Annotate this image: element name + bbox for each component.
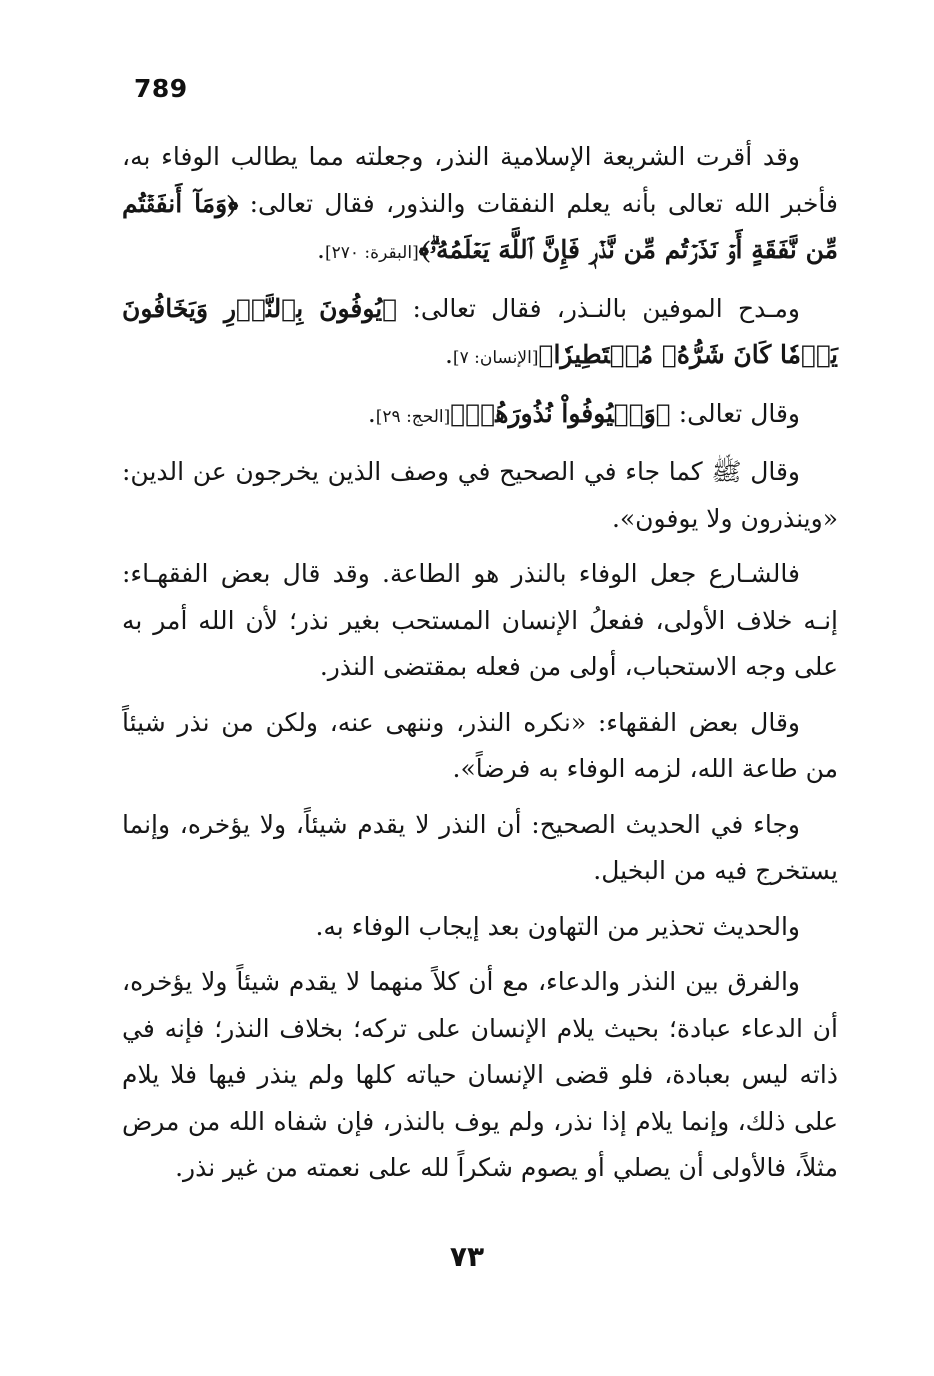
paragraph-p1 xyxy=(122,134,838,277)
quran-verse: ﴿وَمَآ أَنفَقۡتُم مِّن نَّفَقَةٍ أَوۡ نَذَرۡتُم مِّن نَّذۡرٖ فَإِنَّ ٱللَّهَ يَعۡلَمُهُۥۗ﴾ xyxy=(122,188,838,264)
paragraph-text: فالشـارع جعل الوفاء بالنذر هو الطاعة. وقد قال بعض الفقهـاء: إنـه خلاف الأولى، ففعلُ الإنسان المستحب بغير نذر؛ لأن الله أمر به على وجه الاستحباب، أولى من فعله بمقتضى النذر. xyxy=(122,559,838,681)
paragraph-text: ومـدح الموفين بالنـذر، فقال تعالى: xyxy=(397,293,800,323)
body-text xyxy=(122,134,838,1201)
verse-reference: [الحج: ٢٩] xyxy=(375,406,451,427)
paragraph-text: . xyxy=(317,235,325,264)
paragraph-text: وجاء في الحديث الصحيح: أن النذر لا يقدم شيئاً، ولا يؤخره، وإنما يستخرج فيه من البخيل. xyxy=(122,809,838,885)
paragraph-p8 xyxy=(122,904,838,951)
page-number: ٧٣ xyxy=(449,1240,485,1273)
quran-verse: ﴿وَلۡيُوفُواْ نُذُورَهُمۡ﴾ xyxy=(450,398,671,428)
paragraph-text: والحديث تحذير من التهاون بعد إيجاب الوفاء به. xyxy=(315,911,800,941)
quran-verse: ﴿يُوفُونَ بِٱلنَّذۡرِ وَيَخَافُونَ يَوۡمٗا كَانَ شَرُّهُۥ مُسۡتَطِيرٗا﴾ xyxy=(122,293,838,369)
verse-reference: [البقرة: ٢٧٠] xyxy=(324,243,419,263)
verse-reference: [الإنسان: ٧] xyxy=(452,348,539,368)
paragraph-text: والفرق بين النذر والدعاء، مع أن كلاً منهما لا يقدم شيئاً ولا يؤخره، أن الدعاء عبادة؛ بحيث يلام الإنسان على تركه؛ بخلاف النذر؛ فإنه في ذاته ليس بعبادة، فلو قضى الإنسان حياته كلها ولم ينذر فيها فلا يلام على ذلك، وإنما يلام إذا نذر، ولم يوف بالنذر، فإن شفاه الله من مرض مثلاً، فالأولى أن يصلي أو يصوم شكراً لله على نعمته من غير نذر. xyxy=(122,967,838,1182)
paragraph-text: وقال ﷺ كما جاء في الصحيح في وصف الذين يخرجون عن الدين: «وينذرون ولا يوفون». xyxy=(122,457,838,533)
paragraph-p7 xyxy=(122,802,838,895)
paragraph-text: وقال تعالى: xyxy=(670,398,800,428)
paragraph-p4 xyxy=(122,449,838,542)
paragraph-p9 xyxy=(122,959,838,1192)
paragraph-p3 xyxy=(122,391,838,441)
paragraph-text: وقد أقرت الشريعة الإسلامية النذر، وجعلته مما يطالب الوفاء به، فأخبر الله تعالى بأنه يعلم النفقات والنذور، فقال تعالى: xyxy=(122,142,839,218)
paragraph-text: وقال بعض الفقهاء: «نكره النذر، وننهى عنه، ولكن من نذر شيئاً من طاعة الله، لزمه الوفاء به فرضاً». xyxy=(122,707,838,783)
paragraph-p5 xyxy=(122,551,838,691)
paragraph-p6 xyxy=(122,700,838,793)
folio-number: 789 xyxy=(134,74,188,103)
paragraph-text: . xyxy=(367,398,376,428)
paragraph-text: . xyxy=(444,340,453,369)
paragraph-p2 xyxy=(122,286,838,382)
